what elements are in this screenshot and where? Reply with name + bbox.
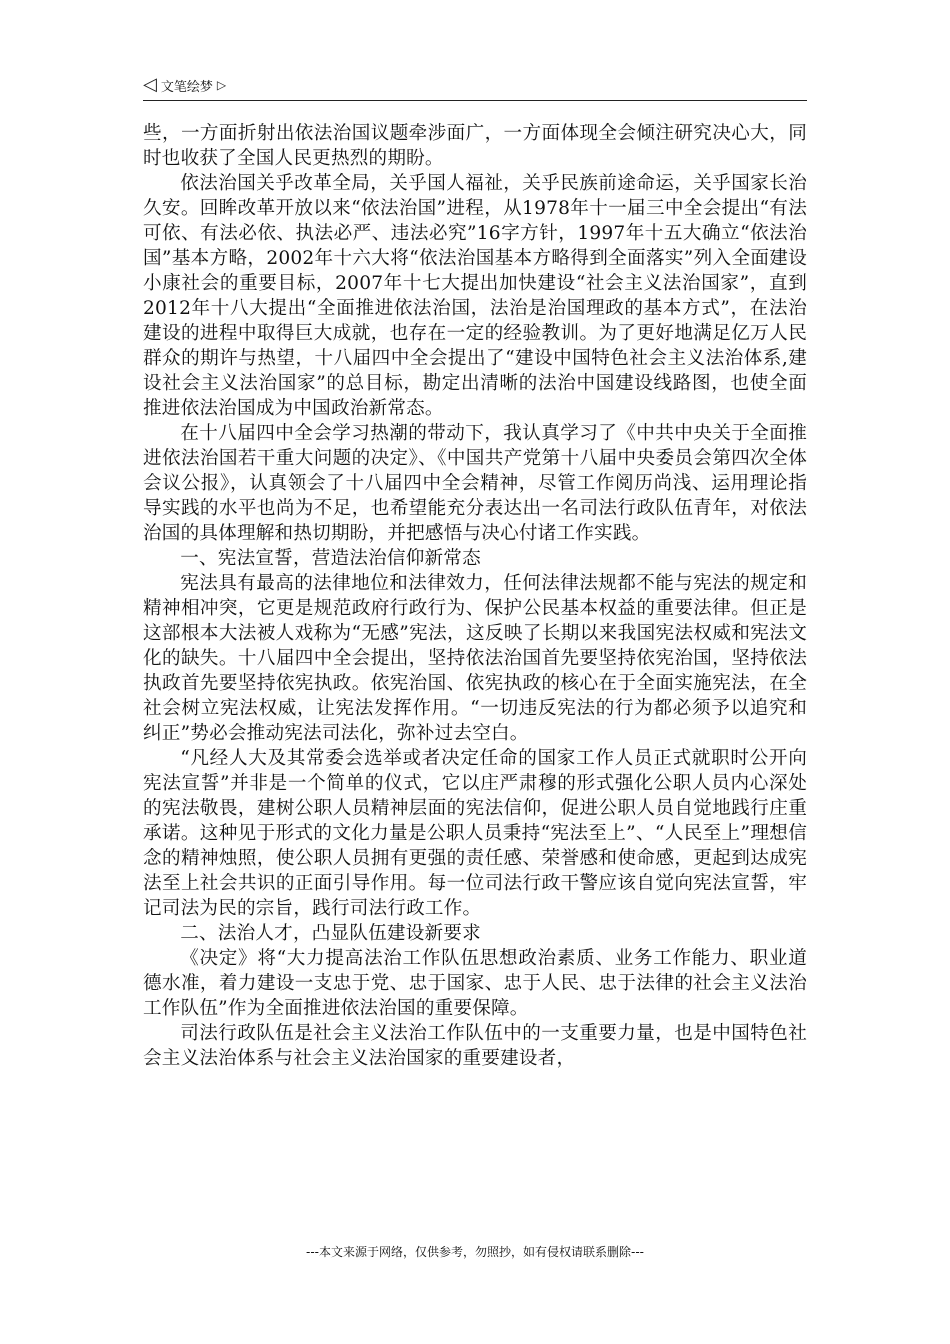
section-heading: 二、法治人才，凸显队伍建设新要求	[180, 923, 481, 944]
section-heading: 一、宪法宣誓，营造法治信仰新常态	[180, 548, 481, 569]
paragraph: 些，一方面折射出依法治国议题牵涉面广，一方面体现全会倾注研究决心大，同时也收获了全国人民更热烈的期盼。	[143, 123, 807, 169]
paragraph: 《决定》将“大力提高法治工作队伍思想政治素质、业务工作能力、职业道德水准，着力建设一支忠于党、忠于国家、忠于人民、忠于法律的社会主义法治工作队伍”作为全面推进依法治国的重要保障。	[143, 948, 807, 1019]
paragraph: “凡经人大及其常委会选举或者决定任命的国家工作人员正式就职时公开向宪法宣誓”并非是一个简单的仪式，它以庄严肃穆的形式强化公职人员内心深处的宪法敬畏，建树公职人员精神层面的宪法信仰，促进公职人员自觉地践行庄重承诺。这种见于形式的文化力量是公职人员秉持“宪法至上”、“人民至上”理想信念的精神烛照，使公职人员拥有更强的责任感、荣誉感和使命感，更起到达成宪法至上社会共识的正面引导作用。每一位司法行政干警应该自觉向宪法宣誓，牢记司法为民的宗旨，践行司法行政工作。	[143, 748, 807, 919]
paragraph: 司法行政队伍是社会主义法治工作队伍中的一支重要力量，也是中国特色社会主义法治体系与社会主义法治国家的重要建设者，	[143, 1023, 807, 1069]
header-brand: 文笔绘梦	[160, 79, 213, 95]
paragraph: 依法治国关乎改革全局，关乎国人福祉，关乎民族前途命运，关乎国家长治久安。回眸改革开放以来“依法治国”进程，从1978年十一届三中全会提出“有法可依、有法必依、执法必严、违法必究”16字方针，1997年十五大确立“依法治国”基本方略，2002年十六大将“依法治国基本方略得到全面落实”列入全面建设小康社会的重要目标，2007年十七大提出加快建设“社会主义法治国家”，直到2012年十八大提出“全面推进依法治国，法治是治国理政的基本方式”，在法治建设的进程中取得巨大成就，也存在一定的经验教训。为了更好地满足亿万人民群众的期许与热望，十八届四中全会提出了“建设中国特色社会主义法治体系,建设社会主义法治国家”的总目标，勘定出清晰的法治中国建设线路图，也使全面推进依法治国成为中国政治新常态。	[143, 173, 807, 419]
page-header	[143, 70, 807, 101]
page-footer: ---本文来源于网络，仅供参考，勿照抄，如有侵权请联系删除---	[306, 1245, 644, 1259]
left-triangle-icon: ◁	[143, 74, 157, 95]
paragraph: 宪法具有最高的法律地位和法律效力，任何法律法规都不能与宪法的规定和精神相冲突，它更是规范政府行政行为、保护公民基本权益的重要法律。但正是这部根本大法被人戏称为“无感”宪法，这反映了长期以来我国宪法权威和宪法文化的缺失。十八届四中全会提出，坚持依法治国首先要坚持依宪治国，坚持依法执政首先要坚持依宪执政。依宪治国、依宪执政的核心在于全面实施宪法，在全社会树立宪法权威，让宪法发挥作用。“一切违反宪法的行为都必须予以追究和纠正”势必会推动宪法司法化，弥补过去空白。	[143, 573, 807, 744]
right-triangle-icon: ▷	[216, 78, 227, 92]
document-body	[143, 121, 807, 1071]
paragraph: 在十八届四中全会学习热潮的带动下，我认真学习了《中共中央关于全面推进依法治国若干重大问题的决定》、《中国共产党第十八届中央委员会第四次全体会议公报》，认真领会了十八届四中全会精神，尽管工作阅历尚浅、运用理论指导实践的水平也尚为不足，也希望能充分表达出一名司法行政队伍青年，对依法治国的具体理解和热切期盼，并把感悟与决心付诸工作实践。	[143, 423, 807, 544]
